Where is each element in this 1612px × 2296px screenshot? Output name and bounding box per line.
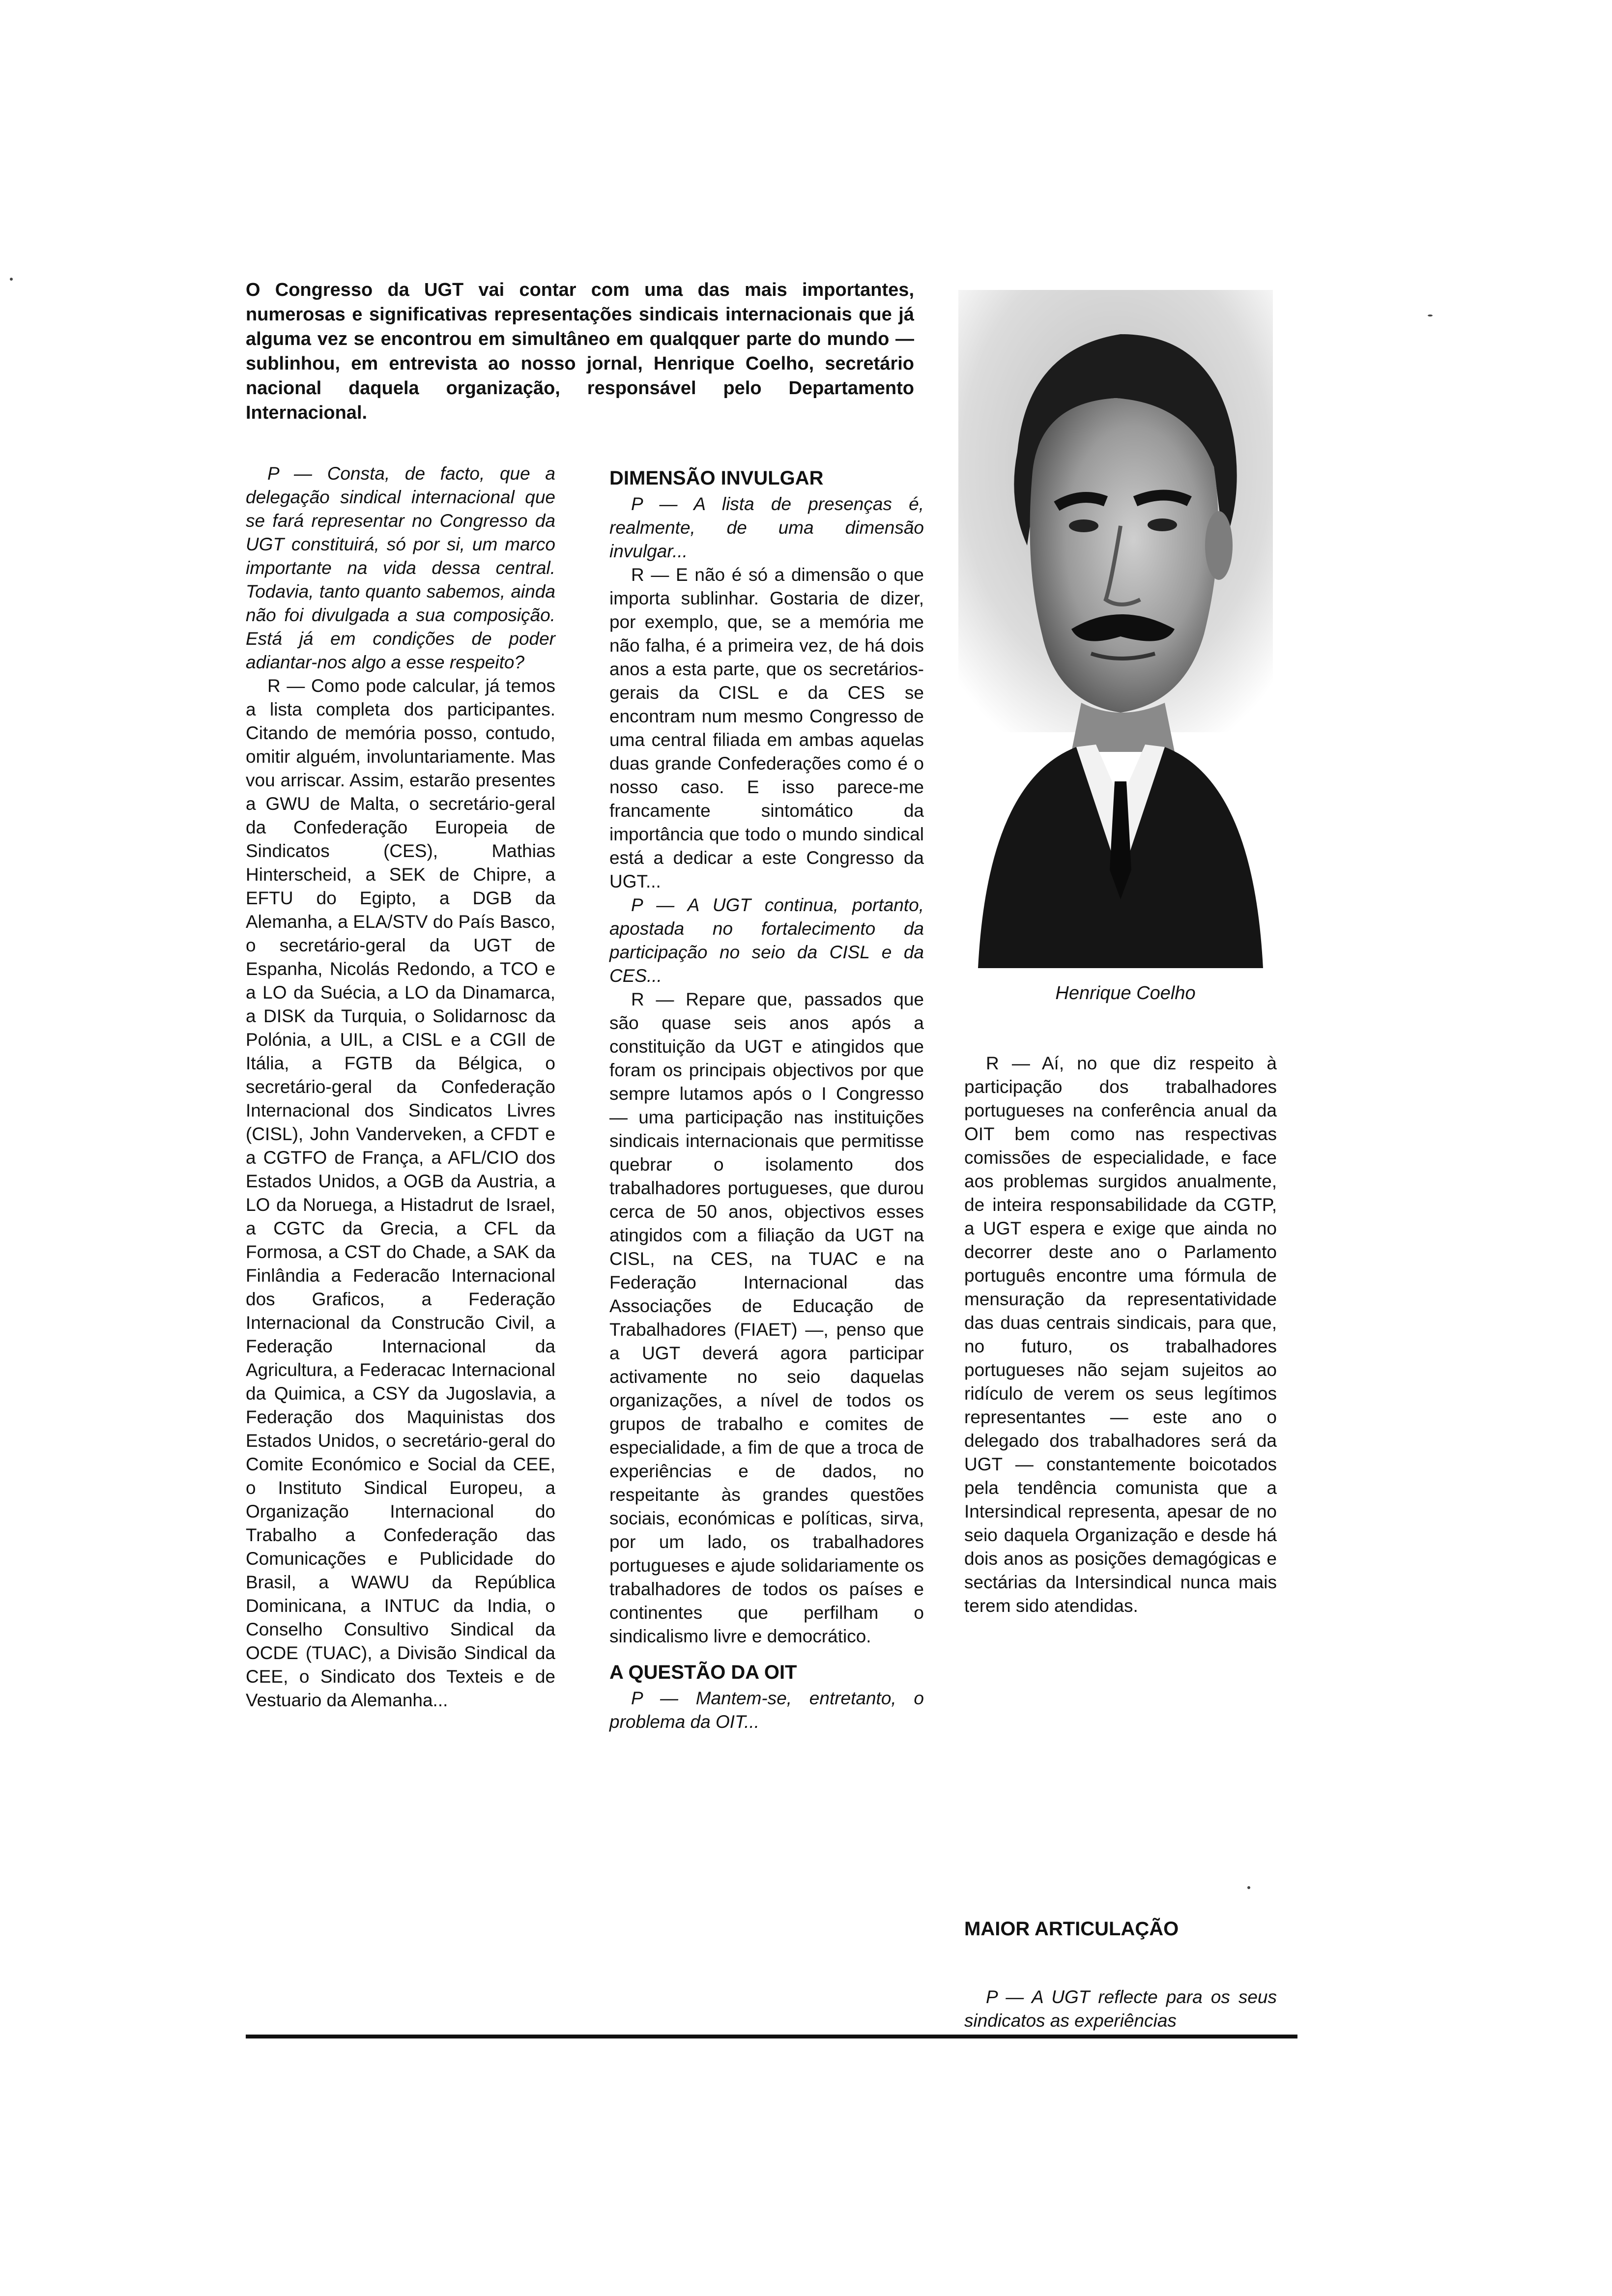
answer-4: R — Aí, no que diz respeito à participação dos trabalhadores portugueses na conferência anual da OIT bem como nas respectivas comissões de especialidade, e face aos problemas surgidos anualmente, de inteira responsabilidade da CGTP, a UGT espera e exige que ainda no decorrer deste ano o Parlamento português encontre uma fórmula de mensuração da representatividade das duas centrais sindicais, para que, no futuro, os trabalhadores portugueses não sejam sujeitos ao ridículo de verem os seus legítimos representantes — este ano o delegado dos trabalhadores será da UGT — constantemente boicotados pela tendência comunista que a Intersindical representa, apesar de no seio daquela Organização e desde há dois anos as posições demagógicas e sectárias da Intersindical nunca mais terem sido atendidas. xyxy=(964,1053,1277,1616)
question-5: P — A UGT reflecte para os seus sindicatos as experiências xyxy=(964,1987,1277,2031)
lead-paragraph: O Congresso da UGT vai contar com uma das mais importantes, numerosas e significativas representações sindicais internacionais que já alguma vez se encontrou em simultâneo em qualqquer parte do mundo — sublinhou, em entrevista ao nosso jornal, Henrique Coelho, secretário nacional daquela organização, responsável pelo Departamento Internacional. xyxy=(246,280,914,423)
answer-2: R — E não é só a dimensão o que importa sublinhar. Gostaria de dizer, por exemplo, que, se a memória me não falha, é a primeira vez, de há dois anos a esta parte, que os secretários-gerais da CISL e da CES se encontram num mesmo Congresso de uma central filiada em ambas aquelas duas grande Confederações como é o nosso caso. E isso parece-me francamente sintomático da importância que todo o mundo sindical está a dedicar a este Congresso da UGT... xyxy=(609,565,924,891)
column-2 xyxy=(609,466,924,1734)
subheading-dimensao: DIMENSÃO INVULGAR xyxy=(609,467,824,489)
answer-3: R — Repare que, passados que são quase seis anos após a constituição da UGT e atingidos que foram os principais objectivos por que sempre lutamos após o I Congresso — uma participação nas instituições sindicais internacionais que permitisse quebrar o isolamento dos trabalhadores portugueses, que durou cerca de 50 anos, objectivos esses atingidos com a filiação da UGT na CISL, na CES, na TUAC e na Federação Internacional das Associações de Educação de Trabalhadores (FIAET) —, penso que a UGT deverá agora participar activamente no seio daquelas organizações, a nível de todos os grupos de trabalho e comites de especialidade, a fim de que a troca de experiências e de dados, no respeitante às grandes questões sociais, económicas e políticas, sirva, por um lado, os trabalhadores portugueses e ajude solidariamente os trabalhadores de todos os países e continentes que perfilham o sindicalismo livre e democrático. xyxy=(609,989,924,1646)
portrait-image xyxy=(958,290,1273,968)
subheading-maior-articulacao: MAIOR ARTICULAÇÃO xyxy=(964,1918,1179,1940)
column-3-bottom xyxy=(964,1917,1277,2033)
bottom-rule xyxy=(246,2035,1297,2038)
subheading-questao-oit: A QUESTÃO DA OIT xyxy=(609,1662,797,1683)
question-3: P — A UGT continua, portanto, apostada no fortalecimento da participação no seio da CISL e da CES... xyxy=(609,895,924,986)
portrait-photo xyxy=(958,290,1273,968)
question-2: P — A lista de presenças é, realmente, de uma dimensão invulgar... xyxy=(609,494,924,561)
scan-speck xyxy=(1247,1886,1250,1889)
answer-1: R — Como pode calcular, já temos a lista completa dos participantes. Citando de memória posso, contudo, omitir alguém, involuntariamente. Mas vou arriscar. Assim, estarão presentes a GWU de Malta, o secretário-geral da Confederação Europeia de Sindicatos (CES), Mathias Hinterscheid, a SEK de Chipre, a EFTU do Egipto, a DGB da Alemanha, a ELA/STV do País Basco, o secretário-geral da UGT de Espanha, Nicolás Redondo, a TCO e a LO da Suécia, a LO da Dinamarca, a DISK da Turquia, o Solidarnosc da Polónia, a UIL, a CISL e a CGIl de Itália, a FGTB da Bélgica, o secretário-geral da Confederação Internacional dos Sindicatos Livres (CISL), John Vanderveken, a CFDT e a CGTFO de França, a AFL/CIO dos Estados Unidos, a OGB da Austria, a LO da Noruega, a Histadrut de Israel, a CGTC da Grecia, a CFL da Formosa, a CST do Chade, a SAK da Finlândia a Federacão Internacional dos Graficos, a Federação Internacional da Construcão Civil, a Federação Internacional da Agricultura, a Federacac Internacional da Quimica, a CSY da Jugoslavia, a Federação dos Maquinistas dos Estados Unidos, o secretário-geral do Comite Económico e Social da CEE, o Instituto Sindical Europeu, a Organização Internacional do Trabalho a Confederação das Comunicações e Publicidade do Brasil, a WAWU da República Dominicana, a INTUC da India, o Conselho Consultivo Sindical da OCDE (TUAC), a Divisão Sindical da CEE, o Sindicato dos Texteis e de Vestuario da Alemanha... xyxy=(246,676,555,1710)
photo-caption: Henrique Coelho xyxy=(1055,983,1196,1004)
column-3-top xyxy=(964,1052,1277,1618)
question-4: P — Mantem-se, entretanto, o problema da OIT... xyxy=(609,1688,924,1732)
scan-speck xyxy=(10,278,13,281)
column-1 xyxy=(246,462,555,1712)
question-1: P — Consta, de facto, que a delegação sindical internacional que se fará representar no Congresso da UGT constituirá, só por si, um marco importante na vida dessa central. Todavia, tanto quanto sabemos, ainda não foi divulgada a sua composição. Está já em condições de poder adiantar-nos algo a esse respeito? xyxy=(246,463,555,672)
scan-speck xyxy=(1428,315,1433,316)
